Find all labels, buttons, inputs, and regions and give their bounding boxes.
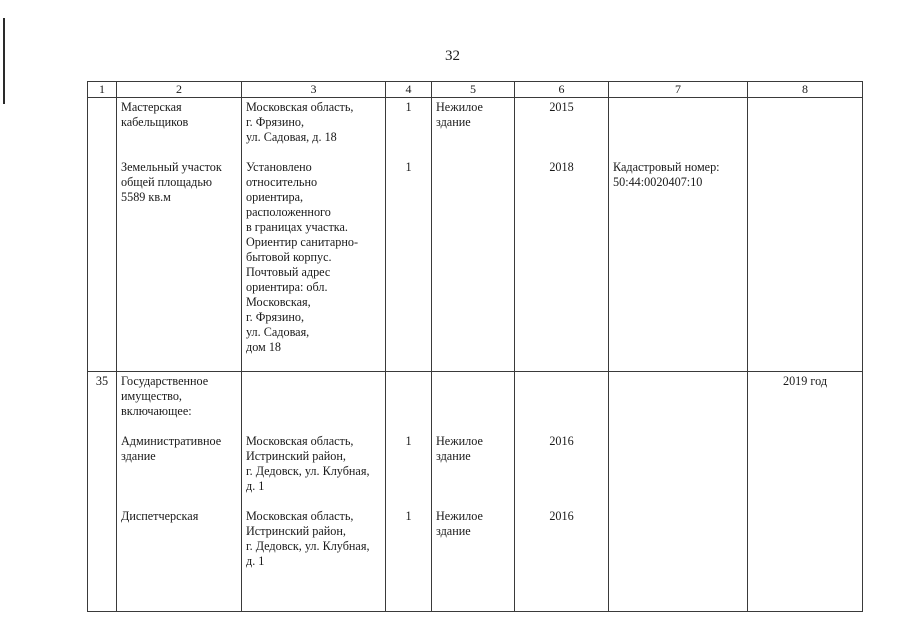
item-year: 2016: [549, 509, 574, 523]
item-type: Нежилое здание: [436, 100, 483, 129]
item-type: Нежилое здание: [436, 509, 483, 538]
item-type: Нежилое здание: [436, 434, 483, 463]
item-name: Диспетчерская: [121, 509, 199, 523]
cell-term: [748, 98, 863, 372]
group-title: Государственное имущество, включающее:: [121, 374, 209, 418]
item-year: 2015: [549, 100, 574, 114]
item-name: Земельный участок общей площадью 5589 кв.м: [121, 160, 222, 204]
item-address: Московская область, г. Фрязино, ул. Садовая, д. 18: [246, 100, 354, 144]
item-quantity: 1: [405, 100, 412, 114]
row-number: [88, 98, 117, 372]
item-year: 2018: [549, 160, 574, 174]
column-header: 8: [748, 82, 863, 98]
spacer: [246, 374, 381, 434]
cell-cadastral: [609, 372, 748, 612]
item-name: Административное здание: [121, 434, 222, 463]
item-address: Установлено относительно ориентира, расположенного в границах участка. Ориентир санитарно- бытовой корпус. Почтовый адрес ориентира: обл. Московская, г. Фрязино, ул. Садовая, дом 18: [246, 160, 359, 354]
table-header-row: [88, 82, 863, 98]
column-header: 4: [386, 82, 432, 98]
spacer: [390, 374, 427, 434]
spacer: [613, 374, 743, 434]
spacer: [436, 374, 510, 434]
item-cadastral: Кадастровый номер: 50:44:0020407:10: [613, 160, 720, 189]
column-header: 6: [515, 82, 609, 98]
cell-cadastral: [609, 98, 748, 372]
property-table: [87, 81, 863, 612]
column-header: 3: [242, 82, 386, 98]
item-quantity: 1: [405, 160, 412, 174]
item-address: Московская область, Истринский район, г. Дедовск, ул. Клубная, д. 1: [246, 434, 370, 493]
column-header: 1: [88, 82, 117, 98]
column-header: 5: [432, 82, 515, 98]
table-row: [88, 372, 863, 612]
cell-year: [515, 98, 609, 372]
item-cadastral: [613, 434, 743, 509]
cell-address: [242, 372, 386, 612]
cell-quantity: [386, 98, 432, 372]
cell-quantity: [386, 372, 432, 612]
item-quantity: 1: [405, 434, 412, 448]
cell-name: [117, 98, 242, 372]
page-number: 32: [445, 48, 460, 64]
cell-name: [117, 372, 242, 612]
cell-type: [432, 98, 515, 372]
cell-address: [242, 98, 386, 372]
row-number: 35: [88, 372, 117, 612]
cell-term: 2019 год: [748, 372, 863, 612]
table-row: [88, 98, 863, 372]
item-cadastral: [613, 100, 743, 160]
item-year: 2016: [549, 434, 574, 448]
item-quantity: 1: [405, 509, 412, 523]
cell-year: [515, 372, 609, 612]
item-name: Мастерская кабельщиков: [121, 100, 189, 129]
column-header: 2: [117, 82, 242, 98]
item-address: Московская область, Истринский район, г. Дедовск, ул. Клубная, д. 1: [246, 509, 370, 568]
column-header: 7: [609, 82, 748, 98]
cell-type: [432, 372, 515, 612]
spacer: [519, 374, 604, 434]
